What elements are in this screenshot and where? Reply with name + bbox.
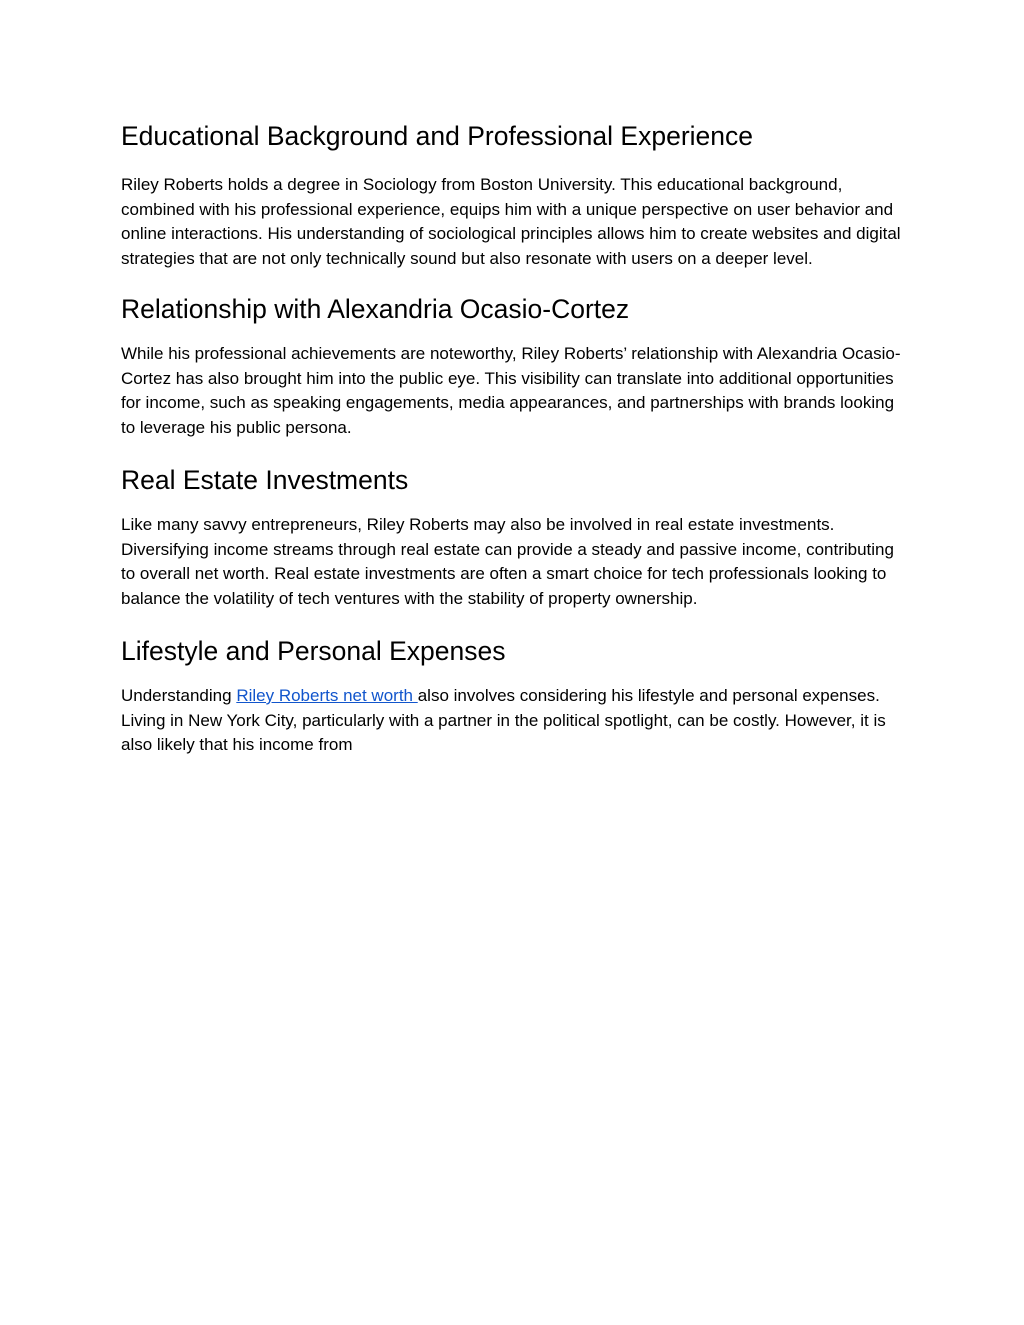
paragraph-text-after-link: also involves considering his lifestyle and personal expenses. Living in New York City, particularly with a partner in the political spotlight, can be costly. However, it is also likely that his income from [121, 686, 886, 754]
section-lifestyle [121, 633, 911, 758]
section-heading-real-estate: Real Estate Investments [121, 465, 409, 495]
section-paragraph-real-estate: Like many savvy entrepreneurs, Riley Roberts may also be involved in real estate investments. Diversifying income streams through real estate can provide a steady and passive income, contributing to overall net worth. Real estate investments are often a smart choice for tech professionals looking to balance the volatility of tech ventures with the stability of property ownership. [121, 515, 894, 608]
section-heading-education: Educational Background and Professional Experience [121, 121, 753, 151]
section-real-estate [121, 462, 911, 611]
paragraph-text-before-link: Understanding [121, 686, 237, 705]
section-education [121, 118, 911, 271]
document-page [121, 118, 911, 758]
section-heading-relationship: Relationship with Alexandria Ocasio-Cortez [121, 294, 630, 324]
section-paragraph-education: Riley Roberts holds a degree in Sociology from Boston University. This educational background, combined with his professional experience, equips him with a unique perspective on user behavior and online interactions. His understanding of sociological principles allows him to create websites and digital strategies that are not only technically sound but also resonate with users on a deeper level. [121, 175, 901, 268]
net-worth-link[interactable]: Riley Roberts net worth [236, 686, 418, 705]
section-paragraph-lifestyle [121, 684, 911, 758]
section-paragraph-relationship: While his professional achievements are noteworthy, Riley Roberts’ relationship with Alexandria Ocasio-Cortez has also brought him into the public eye. This visibility can translate into additional opportunities for income, such as speaking engagements, media appearances, and partnerships with brands looking to leverage his public persona. [121, 344, 901, 437]
section-heading-lifestyle: Lifestyle and Personal Expenses [121, 636, 506, 666]
section-relationship [121, 291, 911, 440]
